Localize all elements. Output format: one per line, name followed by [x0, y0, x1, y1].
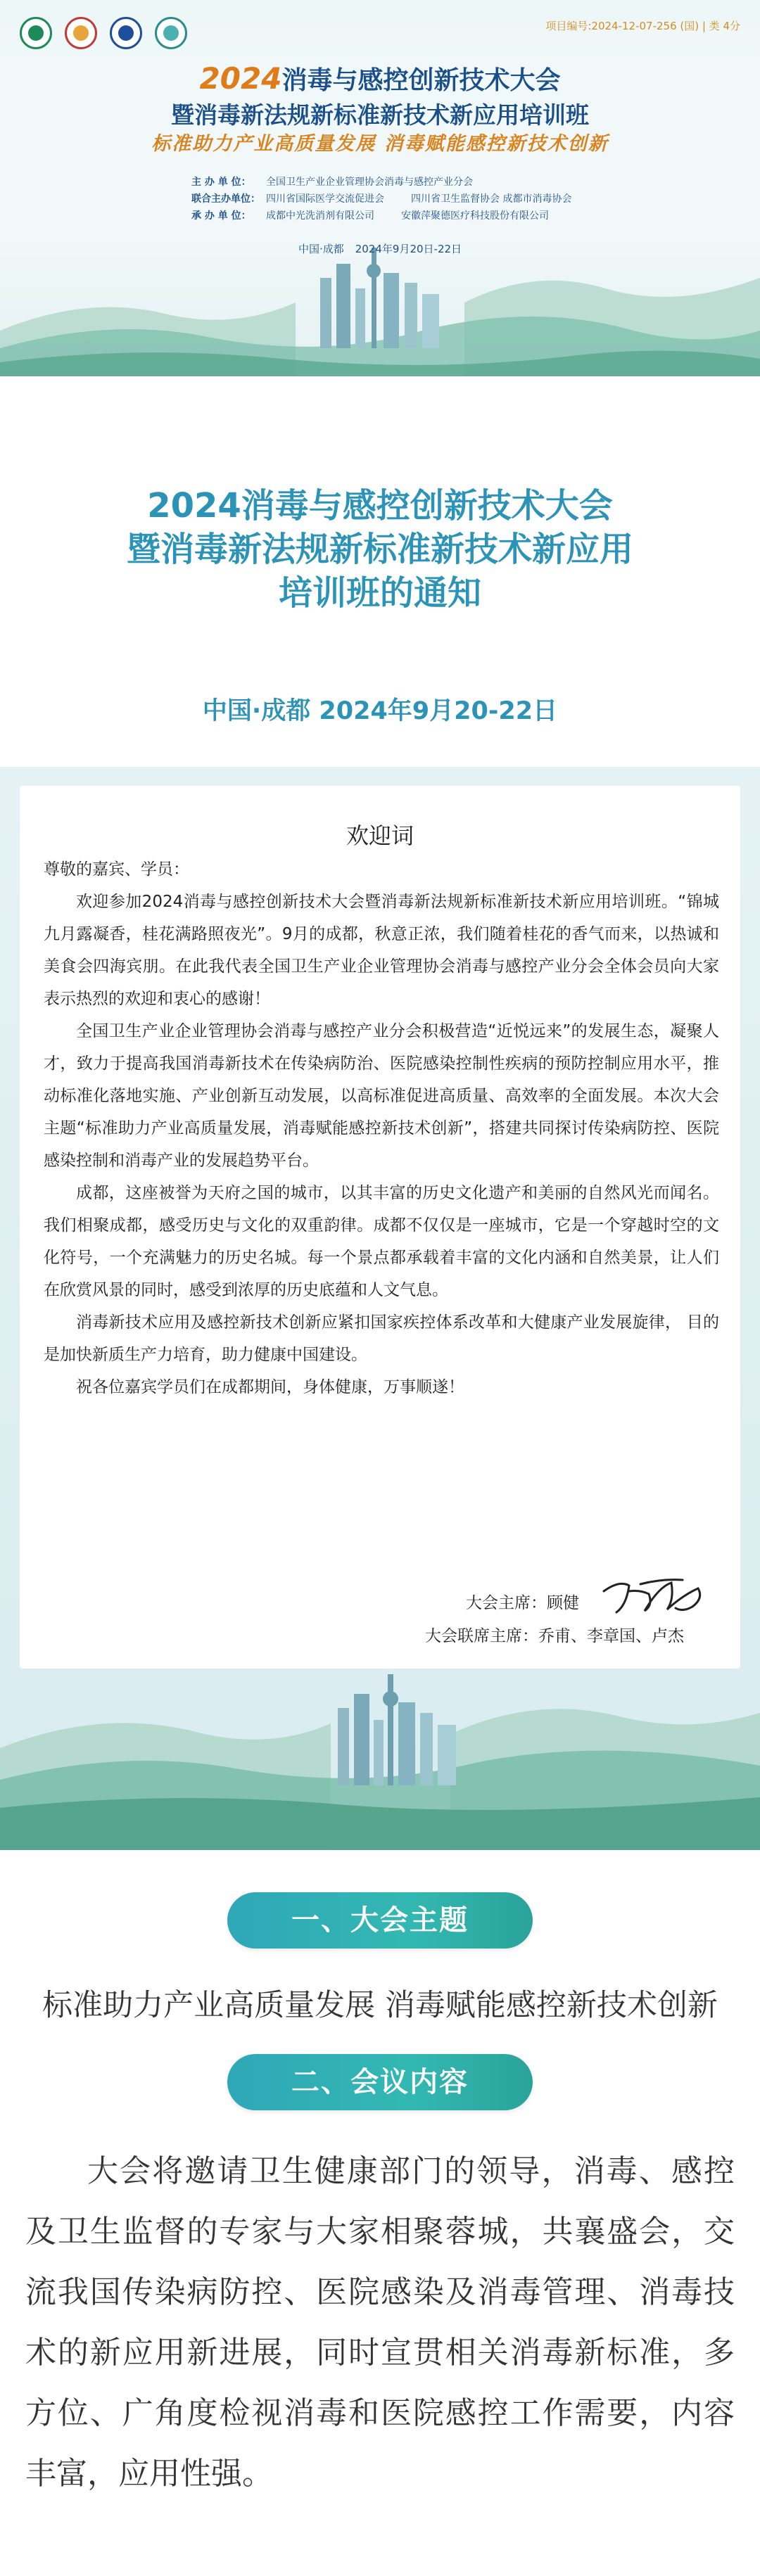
association-logo-1-icon: [20, 17, 52, 49]
conference-content-paragraph: 大会将邀请卫生健康部门的领导，消毒、感控及卫生监督的专家与大家相聚蓉城，共襄盛会，交流我国传染病防控、医院感染及消毒管理、消毒技术的新应用新进展，同时宣贯相关消毒新标准，多方位、广角度检视消毒和医院感控工作需要，内容丰富，应用性强。: [25, 2153, 735, 2492]
banner-title-line1: 2024消毒与感控创新技术大会: [199, 61, 561, 96]
welcome-heading: 欢迎词: [346, 822, 414, 849]
banner-slogan: 标准助力产业高质量发展 消毒赋能感控新技术创新: [151, 133, 609, 155]
welcome-body: [44, 853, 719, 1403]
organizer-row: 主 办 单 位： 全国卫生产业企业管理协会消毒与感控产业分会: [191, 177, 473, 188]
welcome-paragraph: 欢迎参加2024消毒与感控创新技术大会暨消毒新法规新标准新技术新应用培训班。“锦城九月露凝香，桂花满路照夜光”。9月的成都，秋意正浓，我们随着桂花的香气而来，以热诚和美食会四海宾朋。在此我代表全国卫生产业企业管理协会消毒与感控产业分会全体会员向大家表示热烈的欢迎和衷心的感谢！: [44, 893, 719, 1008]
association-logo-4-icon: [155, 17, 187, 49]
chair-signature-line: 大会主席：顾健: [466, 1594, 579, 1612]
section-heading-content: 二、会议内容: [227, 2054, 533, 2110]
welcome-paragraph: 消毒新技术应用及感控新技术创新应紧扣国家疾控体系改革和大健康产业发展旋律， 目的是加快新质生产力培育，助力健康中国建设。: [44, 1313, 719, 1364]
banner-place-date: 中国·成都 2024年9月20日-22日: [298, 243, 462, 255]
welcome-paragraph: 成都，这座被誉为天府之国的城市，以其丰富的历史文化遗产和美丽的自然风光而闻名。我们相聚成都，感受历史与文化的双重韵律。成都不仅仅是一座城市，它是一个穿越时空的文化符号，一个充满魅力的历史名城。每一个景点都承载着丰富的文化内涵和自然美景，让人们在欣赏风景的同时，感受到浓厚的历史底蕴和人文气息。: [44, 1184, 719, 1299]
conference-theme-text: 标准助力产业高质量发展 消毒赋能感控新技术创新: [42, 1988, 718, 2023]
conference-content: [25, 2141, 735, 2504]
header-banner: [0, 0, 760, 376]
banner-title-line2: 暨消毒新法规新标准新技术新应用培训班: [171, 101, 589, 129]
welcome-greeting: 尊敬的嘉宾、学员：: [44, 860, 189, 879]
co-organizer-row: 联合主办单位： 四川省国际医学交流促进会 四川省卫生监督协会 成都市消毒协会: [191, 193, 572, 205]
co-chair-line: 大会联席主席：乔甫、李章国、卢杰: [425, 1627, 684, 1645]
project-number: 项目编号:2024-12-07-256 (国) | 类 4分: [545, 20, 740, 32]
welcome-paragraph: 全国卫生产业企业管理协会消毒与感控产业分会积极营造“近悦远来”的发展生态，凝聚人才，致力于提高我国消毒新技术在传染病防治、医院感染控制性疾病的预防控制应用水平，推动标准化落地实施、产业创新互动发展，以高标准促进高质量、高效率的全面发展。本次大会主题“标准助力产业高质量发展，消毒赋能感控新技术创新”，搭建共同探讨传染病防控、医院感染控制和消毒产业的发展趋势平台。: [44, 1022, 719, 1170]
association-logos: [20, 17, 187, 49]
section-heading-theme: 一、大会主题: [227, 1892, 533, 1949]
notice-title: 2024消毒与感控创新技术大会 暨消毒新法规新标准新技术新应用 培训班的通知: [126, 486, 633, 613]
notice-place-date: 中国·成都 2024年9月20-22日: [202, 697, 558, 725]
association-logo-3-icon: [110, 17, 142, 49]
banner-year: 2024: [199, 61, 282, 96]
undertaker-row: 承 办 单 位： 成都中光洗消剂有限公司 安徽萍聚德医疗科技股份有限公司: [191, 210, 549, 222]
association-logo-2-icon: [65, 17, 97, 49]
handwritten-signature: [598, 1570, 711, 1619]
welcome-paragraph: 祝各位嘉宾学员们在成都期间，身体健康，万事顺遂！: [76, 1378, 464, 1396]
